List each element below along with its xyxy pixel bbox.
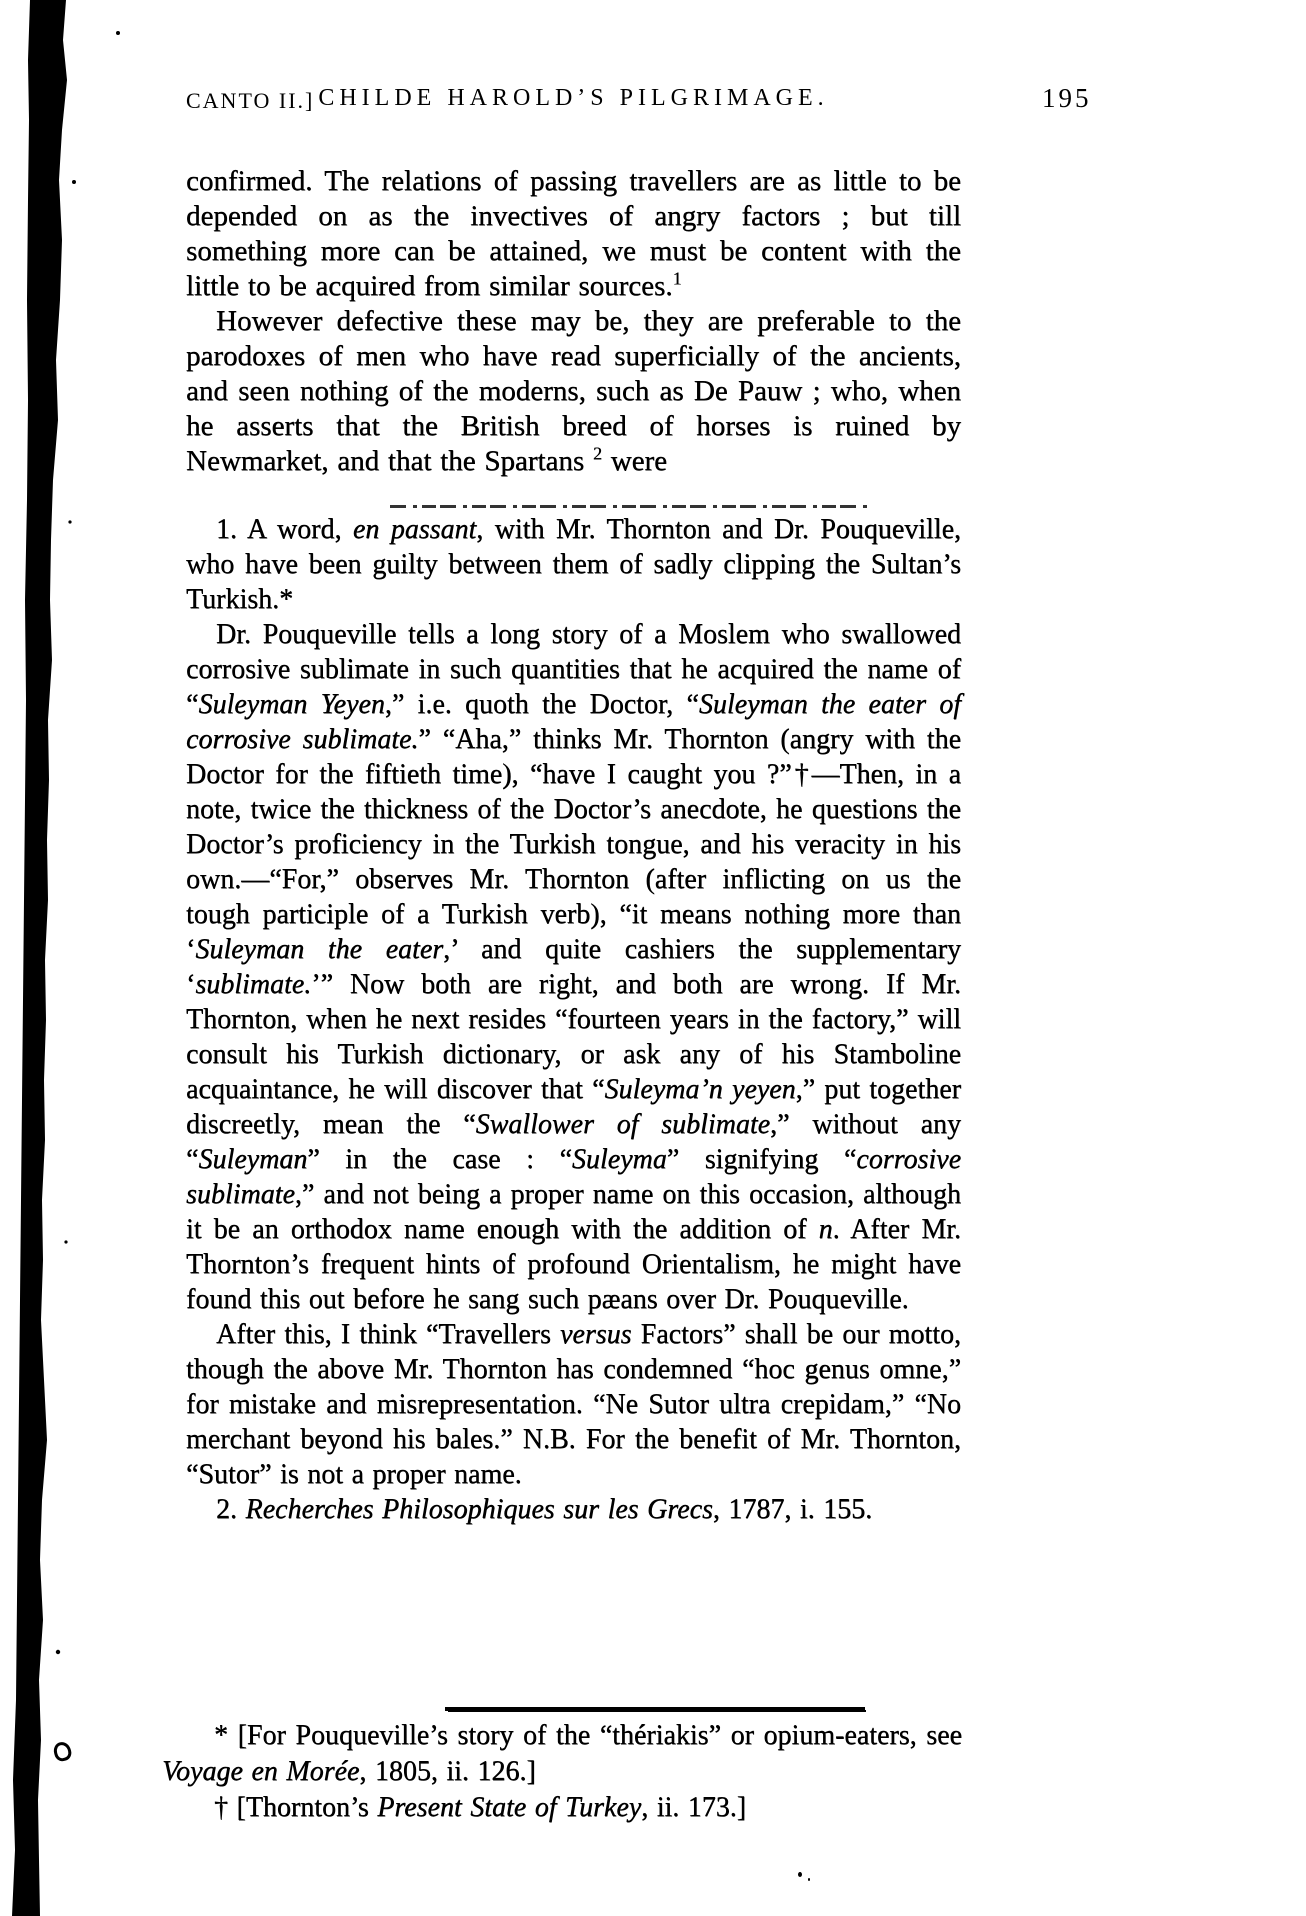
editor-notes-block — [162, 1718, 962, 1826]
text-run: , with Mr. Thornton and Dr. Pouqueville, who have been guilty between them of sadly clipping the Sultan’s Turkish.* — [186, 514, 962, 615]
text-run-italic: versus — [559, 1319, 632, 1350]
text-run-italic: en passant — [352, 514, 477, 545]
text-run-italic: Suleyman the eater of corrosive sublimate. — [186, 689, 962, 755]
text-run: * [For Pouqueville’s story of the “thériakis” or opium-eaters, see — [214, 1720, 962, 1751]
footnote-paragraph-1 — [186, 512, 961, 617]
text-run-italic: corrosive sublimate — [186, 1144, 961, 1210]
editor-note-separator-rule — [445, 1707, 865, 1711]
body-paragraph-1 — [186, 164, 961, 304]
text-run-italic: Suleyma’n yeyen — [604, 1074, 796, 1105]
header-page-number: 195 — [1042, 83, 1092, 113]
text-run: 1. A word, — [216, 514, 353, 545]
text-run-italic: sublimate. — [195, 969, 312, 1000]
text-run: After this, I think “Travellers — [216, 1319, 560, 1350]
text-run-italic: Suleyman the eater — [195, 934, 444, 965]
text-run: confirmed. The relations of passing travellers are as little to be depended on as the invectives of angry factors ; but till something more can be attained, we must be content with the little to be acquired from similar sources. — [186, 165, 961, 302]
text-run-italic: Suleyman — [198, 1144, 308, 1175]
text-run: † [Thornton’s — [214, 1792, 378, 1823]
scan-speckle — [808, 1878, 810, 1881]
text-run: ,” put together discreetly, mean the “ — [186, 1074, 961, 1140]
footnote-marker-superscript: 2 — [592, 443, 602, 464]
scan-speckle — [116, 31, 120, 35]
text-run: ,’ and quite cashiers the supplementary ‘ — [186, 934, 962, 1000]
header-canto: CANTO II.] — [186, 88, 315, 113]
text-run: ,” and not being a proper name on this occasion, although it be an orthodox name enough with the addition of — [186, 1179, 961, 1245]
text-run: ” in the case : “ — [307, 1144, 572, 1175]
text-run-italic: Suleyma — [571, 1144, 667, 1175]
text-run: ” “Aha,” thinks Mr. Thornton (angry with the Doctor for the fiftieth time), “have I caught you ?”†—Then, in a note, twice the thickness of the Doctor’s anecdote, he questions the Doctor’s proficiency in the Turkish tongue, and his veracity in his own.—“For,” observes Mr. Thornton (after inflicting on us the tough participle of a Turkish verb), “it means nothing more than ‘ — [186, 724, 961, 965]
text-run: , ii. 173.] — [641, 1792, 747, 1823]
footnote-paragraph-3 — [186, 1317, 961, 1492]
footnote-separator-rule — [390, 505, 870, 508]
footnote-reference-2 — [186, 1492, 961, 1527]
editor-note-dagger — [162, 1790, 962, 1826]
scan-speckle — [798, 1872, 802, 1877]
editor-note-asterisk — [162, 1718, 962, 1790]
main-text-block — [186, 164, 961, 479]
text-run: . After Mr. Thornton’s frequent hints of profound Orientalism, he might have found this out before he sang such pæans over Dr. Pouqueville. — [186, 1214, 961, 1315]
body-paragraph-2 — [186, 304, 961, 479]
header-running-title: CHILDE HAROLD’S PILGRIMAGE. — [318, 85, 829, 111]
footnote-paragraph-2 — [186, 617, 961, 1317]
text-run: were — [601, 445, 668, 477]
text-run-italic: Present State of Turkey — [377, 1792, 642, 1823]
text-run: ,” without any “ — [186, 1109, 961, 1175]
binding-shadow-artifact — [0, 0, 90, 1916]
text-run: However defective these may be, they are preferable to the parodoxes of men who have read superficially of the ancients, and seen nothing of the moderns, such as De Pauw ; who, when he asserts that the British breed of horses is ruined by Newmarket, and that the Spartans — [186, 305, 961, 477]
footnotes-block — [186, 512, 961, 1527]
text-run: 2. — [216, 1494, 246, 1525]
text-run: , 1805, ii. 126.] — [359, 1756, 536, 1787]
text-run: ,” i.e. quoth the Doctor, “ — [384, 689, 699, 720]
text-run-italic: Swallower of sublimate — [475, 1109, 771, 1140]
text-run: Dr. Pouqueville tells a long story of a Moslem who swallowed corrosive sublimate in such quantities that he acquired the name of “ — [186, 619, 961, 720]
text-run: ’” Now both are right, and both are wrong. If Mr. Thornton, when he next resides “fourteen years in the factory,” will consult his Turkish dictionary, or ask any of his Stamboline acquaintance, he will discover that “ — [186, 969, 961, 1105]
text-run: , 1787, i. 155. — [712, 1494, 873, 1525]
text-run-italic: Suleyman Yeyen — [198, 689, 385, 720]
text-run-italic: Voyage en Morée — [162, 1756, 360, 1787]
text-run: Factors” shall be our motto, though the above Mr. Thornton has condemned “hoc genus omne,” for mistake and misrepresentation. “Ne Sutor ultra crepidam,” “No merchant beyond his bales.” N.B. For the benefit of Mr. Thornton, “Sutor” is not a proper name. — [186, 1319, 961, 1490]
text-run: ” signifying “ — [666, 1144, 857, 1175]
footnote-marker-superscript: 1 — [672, 268, 682, 289]
text-run-italic: Recherches Philosophiques sur les Grecs — [245, 1494, 713, 1525]
text-run-italic: n — [818, 1214, 833, 1245]
